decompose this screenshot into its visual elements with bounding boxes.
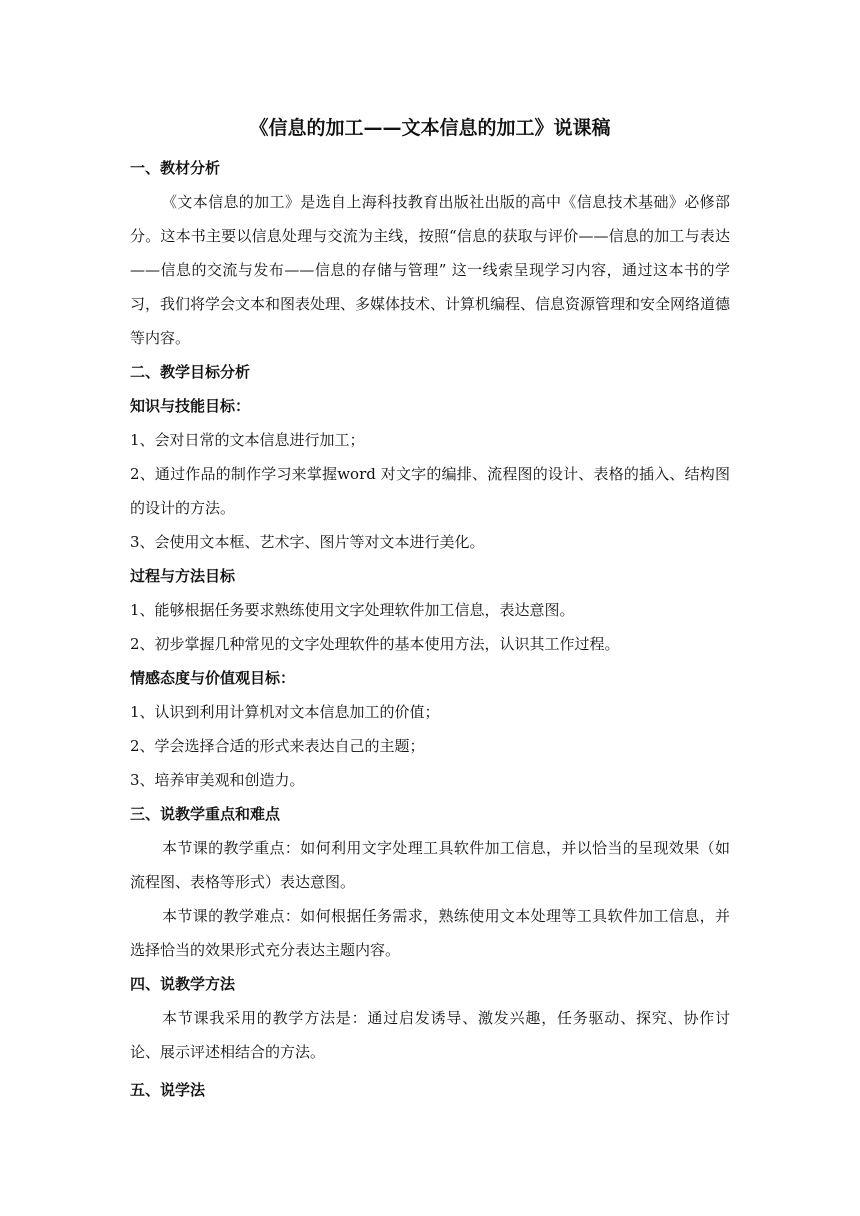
- section-heading-key-points: 三、说教学重点和难点: [130, 805, 281, 823]
- teaching-methods-paragraph: 本节课我采用的教学方法是：通过启发诱导、激发兴趣，任务驱动、探究、协作讨论、展示评述相结合的方法。: [130, 1009, 730, 1061]
- subheading-knowledge-skills: 知识与技能目标：: [130, 397, 251, 415]
- list-item: 1、能够根据任务要求熟练使用文字处理软件加工信息，表达意图。: [130, 601, 575, 619]
- subheading-emotion-values: 情感态度与价值观目标：: [130, 669, 296, 687]
- section-heading-teaching-objectives: 二、教学目标分析: [130, 363, 251, 381]
- difficulty-paragraph: 本节课的教学难点：如何根据任务需求，熟练使用文本处理等工具软件加工信息，并选择恰当的效果形式充分表达主题内容。: [130, 907, 730, 959]
- section-heading-teaching-methods: 四、说教学方法: [130, 975, 236, 993]
- textbook-analysis-paragraph: 《文本信息的加工》是选自上海科技教育出版社出版的高中《信息技术基础》必修部分。这本书主要以信息处理与交流为主线，按照“信息的获取与评价——信息的加工与表达——信息的交流与发布——信息的存储与管理” 这一线索呈现学习内容，通过这本书的学习，我们将学会文本和图表处理、多媒体技术、计算机编程、信息资源管理和安全网络道德等内容。: [130, 193, 731, 347]
- key-point-paragraph: 本节课的教学重点：如何利用文字处理工具软件加工信息，并以恰当的呈现效果（如流程图、表格等形式）表达意图。: [130, 839, 730, 891]
- list-item: 2、初步掌握几种常见的文字处理软件的基本使用方法，认识其工作过程。: [130, 635, 620, 653]
- list-item: 3、会使用文本框、艺术字、图片等对文本进行美化。: [130, 533, 485, 551]
- document-body: [130, 151, 730, 1107]
- subheading-process-methods: 过程与方法目标: [130, 567, 236, 585]
- document-title: 《信息的加工——文本信息的加工》说课稿: [249, 117, 611, 139]
- section-heading-learning-methods: 五、说学法: [130, 1081, 206, 1099]
- list-item: 2、学会选择合适的形式来表达自己的主题；: [130, 737, 425, 755]
- list-item: 1、认识到利用计算机对文本信息加工的价值；: [130, 703, 440, 721]
- section-heading-textbook-analysis: 一、教材分析: [130, 159, 221, 177]
- list-item: 3、培养审美观和创造力。: [130, 771, 305, 789]
- list-item: 2、通过作品的制作学习来掌握word 对文字的编排、流程图的设计、表格的插入、结构图的设计的方法。: [130, 465, 730, 517]
- list-item: 1、会对日常的文本信息进行加工；: [130, 431, 365, 449]
